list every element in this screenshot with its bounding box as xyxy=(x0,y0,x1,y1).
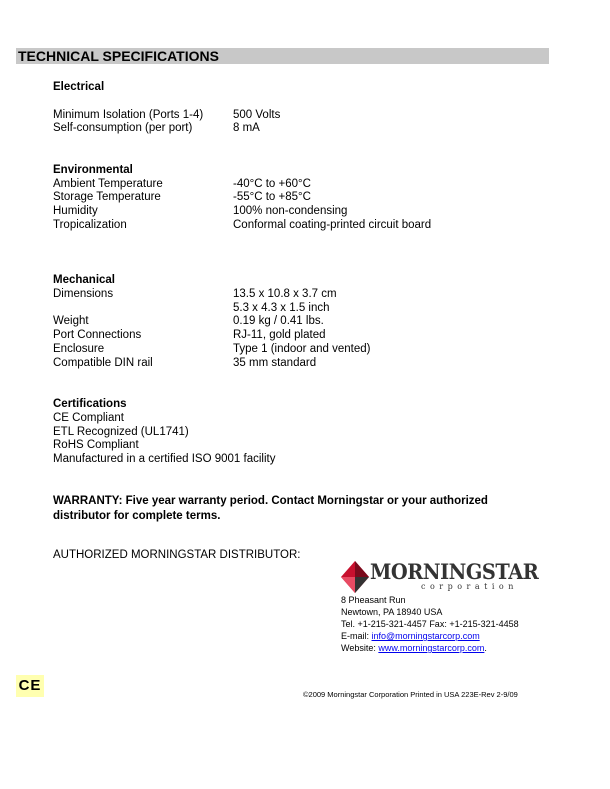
spec-value: 35 mm standard xyxy=(233,357,317,369)
spec-value: 5.3 x 4.3 x 1.5 inch xyxy=(233,302,330,314)
morningstar-logo xyxy=(341,559,539,594)
spec-label: Compatible DIN rail xyxy=(53,357,153,369)
spec-value: -55°C to +85°C xyxy=(233,191,311,203)
spec-label: Self-consumption (per port) xyxy=(53,122,193,134)
spec-label: Ambient Temperature xyxy=(53,178,163,190)
phone-fax: Tel. +1-215-321-4457 Fax: +1-215-321-4458 xyxy=(341,619,519,629)
certifications-title: Certifications xyxy=(53,398,127,410)
address-line: 8 Pheasant Run xyxy=(341,595,406,605)
spec-value: 100% non-condensing xyxy=(233,205,348,217)
environmental-title: Environmental xyxy=(53,164,133,176)
spec-value: 13.5 x 10.8 x 3.7 cm xyxy=(233,288,337,300)
spec-value: 8 mA xyxy=(233,122,260,134)
certification-item: CE Compliant xyxy=(53,412,124,424)
certification-item: Manufactured in a certified ISO 9001 facility xyxy=(53,453,276,465)
spec-value: -40°C to +60°C xyxy=(233,178,311,190)
logo-wordmark: MORNINGSTAR xyxy=(370,559,539,584)
address-line: Newtown, PA 18940 USA xyxy=(341,607,443,617)
spec-value: 500 Volts xyxy=(233,109,281,121)
ce-mark-icon xyxy=(16,675,44,697)
spec-label: Dimensions xyxy=(53,288,114,300)
spec-value: 0.19 kg / 0.41 lbs. xyxy=(233,315,324,327)
electrical-title: Electrical xyxy=(53,81,105,93)
spec-label: Minimum Isolation (Ports 1-4) xyxy=(53,109,204,121)
website-line xyxy=(341,642,487,654)
spec-label: Weight xyxy=(53,315,89,327)
email-link[interactable]: info@morningstarcorp.com xyxy=(371,631,480,641)
certification-item: RoHS Compliant xyxy=(53,439,139,451)
footer-text: ©2009 Morningstar Corporation Printed in USA 223E-Rev 2-9/09 xyxy=(303,690,518,699)
ce-mark-text: CE xyxy=(18,677,42,694)
warranty-text: WARRANTY: Five year warranty period. Contact Morningstar or your authorized distributor for complete terms. xyxy=(53,495,488,522)
spec-label: Storage Temperature xyxy=(53,191,161,203)
spec-value: RJ-11, gold plated xyxy=(233,329,326,341)
section-header: TECHNICAL SPECIFICATIONS xyxy=(16,48,549,64)
certification-item: ETL Recognized (UL1741) xyxy=(53,426,189,438)
website-link[interactable]: www.morningstarcorp.com xyxy=(378,643,485,653)
logo-subtitle: corporation xyxy=(421,582,518,591)
website-suffix: . xyxy=(484,643,487,653)
spec-label: Tropicalization xyxy=(53,219,127,231)
spec-value: Conformal coating-printed circuit board xyxy=(233,219,432,231)
spec-value: Type 1 (indoor and vented) xyxy=(233,343,371,355)
spec-label: Port Connections xyxy=(53,329,142,341)
email-line xyxy=(341,630,480,642)
distributor-label: AUTHORIZED MORNINGSTAR DISTRIBUTOR: xyxy=(53,549,301,561)
mechanical-title: Mechanical xyxy=(53,274,115,286)
email-label: E-mail: xyxy=(341,631,372,641)
spec-label: Enclosure xyxy=(53,343,105,355)
spec-label: Humidity xyxy=(53,205,98,217)
website-label: Website: xyxy=(341,643,379,653)
